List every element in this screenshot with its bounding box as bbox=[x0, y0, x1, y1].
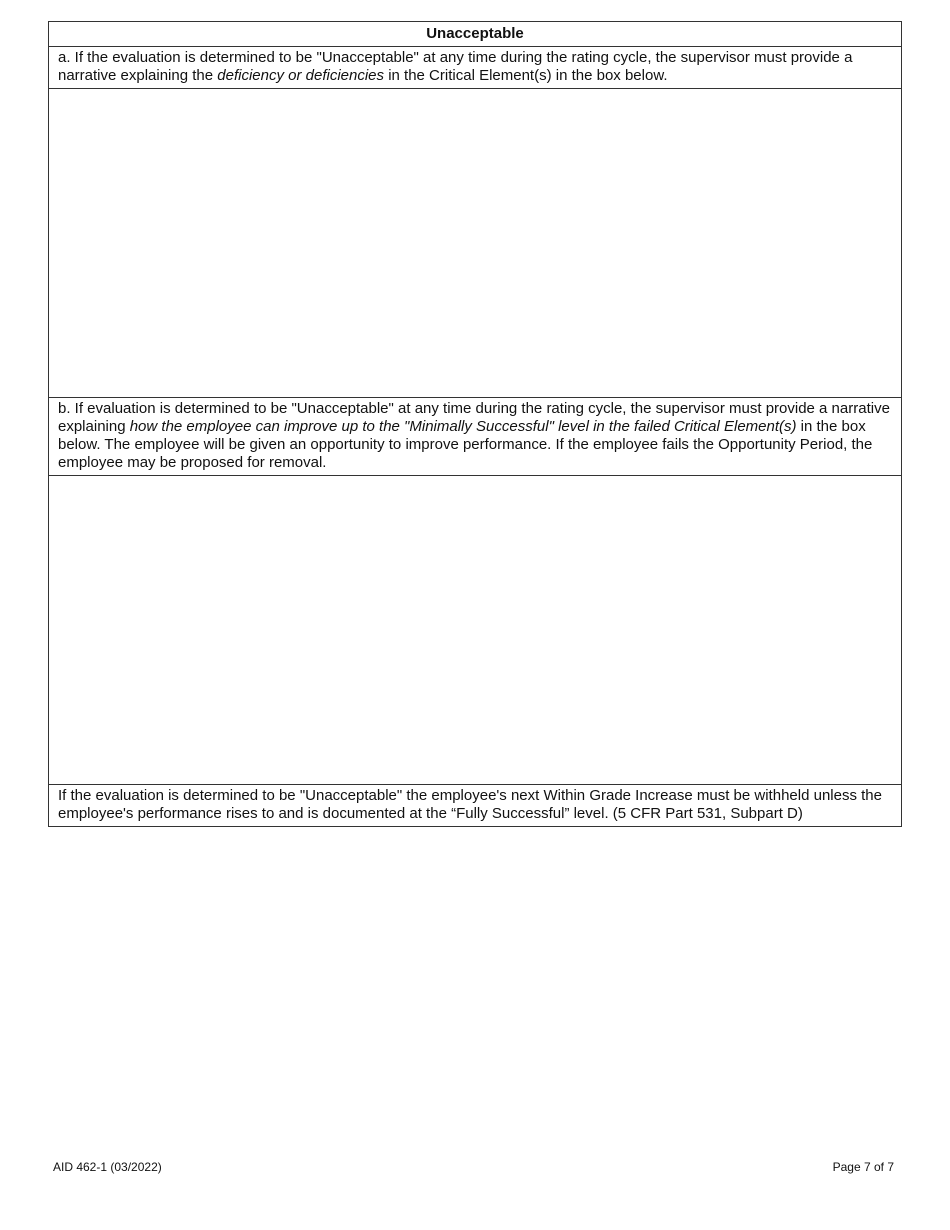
within-grade-increase-note: If the evaluation is determined to be "Unacceptable" the employee's next Within Grade Increase must be withheld unless the employee's performance rises to and is documented at the “Fully Successful” level. (5 CFR Part 531, Subpart D) bbox=[49, 784, 901, 826]
form-id: AID 462-1 (03/2022) bbox=[53, 1160, 162, 1174]
section-a-italic-text: deficiency or deficiencies bbox=[217, 67, 385, 84]
unacceptable-form-table bbox=[48, 21, 902, 827]
section-title: Unacceptable bbox=[426, 25, 524, 42]
improvement-narrative-input[interactable] bbox=[49, 476, 901, 784]
page-number: Page 7 of 7 bbox=[832, 1160, 894, 1174]
section-b-text: b. If evaluation is determined to be "Unacceptable" at any time during the rating cycle, the supervisor must provide a narrative explaining bbox=[58, 400, 890, 435]
section-b-text-end: in the box below. The employee will be given an opportunity to improve performance. If the employee fails the Opportunity Period, the employee may be proposed for removal. bbox=[58, 418, 873, 471]
section-b-instructions bbox=[49, 397, 901, 475]
section-b-italic-text: how the employee can improve up to the "Minimally Successful" level in the failed Critical Element(s) bbox=[129, 418, 797, 435]
section-a-text-end: in the Critical Element(s) in the box below. bbox=[384, 67, 668, 84]
improvement-narrative-box[interactable] bbox=[49, 475, 901, 784]
deficiency-narrative-input[interactable] bbox=[49, 89, 901, 397]
section-a-text: a. If the evaluation is determined to be "Unacceptable" at any time during the rating cycle, the supervisor must provide a narrative explaining the bbox=[58, 49, 853, 84]
section-a-instructions bbox=[49, 46, 901, 88]
deficiency-narrative-box[interactable] bbox=[49, 88, 901, 397]
